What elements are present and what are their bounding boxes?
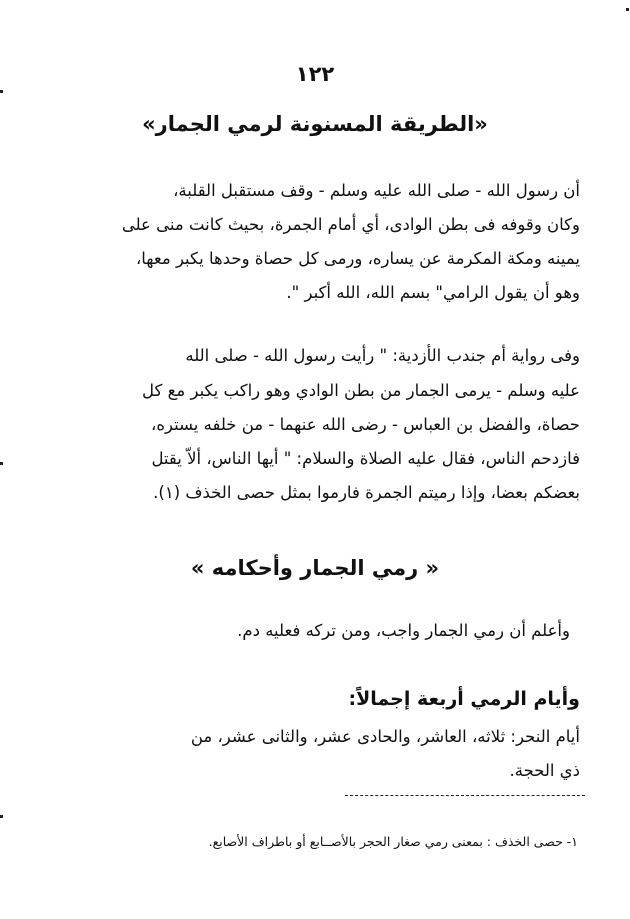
paragraph-line: عليه وسلم - يرمى الجمار من بطن الوادي وهو راكب يكبر مع كل: [142, 381, 580, 400]
paragraph-line: ذي الحجة.: [509, 761, 580, 780]
paragraph-line: حصاة، والفضل بن العباس - رضى الله عنهما - من خلفه يستره،: [151, 415, 580, 434]
paragraph-line: وأعلم أن رمي الجمار واجب، ومن تركه فعليه دم.: [237, 621, 570, 640]
scan-mark: [626, 8, 629, 11]
scan-mark: [0, 462, 3, 465]
footnote-separator: [345, 795, 585, 796]
subheading-stoning-days: وأيام الرمي أربعة إجمالاً:: [348, 688, 580, 710]
page-number: ١٢٢: [295, 62, 335, 86]
paragraph-line: وفى رواية أم جندب الأزدية: " رأيت رسول الله - صلى الله: [185, 346, 580, 365]
paragraph-line: أيام النحر: ثلاثه، العاشر، والحادى عشر، والثانى عشر، من: [190, 727, 580, 746]
footnote: ١- حصى الخذف : بمعنى رمي صغار الحجر بالأصــابع أو باطراف الأصابع.: [208, 834, 578, 849]
scan-mark: [0, 815, 3, 818]
scan-mark: [0, 90, 3, 93]
section-title-stoning-rulings: « رمي الجمار وأحكامه »: [190, 556, 440, 580]
paragraph-line: فازدحم الناس، فقال عليه الصلاة والسلام: " أيها الناس، ألاّ يقتل: [151, 449, 580, 468]
section-title-stoning-method: «الطريقة المسنونة لرمي الجمار»: [142, 112, 488, 136]
paragraph-line: وهو أن يقول الرامي" بسم الله، الله أكبر ".: [286, 283, 580, 302]
paragraph-line: يمينه ومكة المكرمة عن يساره، ورمى كل حصاة وحدها يكبر معها،: [135, 249, 580, 268]
paragraph-line: وكان وقوفه فى بطن الوادى، أي أمام الجمرة، بحيث كانت منى على: [121, 215, 580, 234]
paragraph-line: أن رسول الله - صلى الله عليه وسلم - وقف مستقبل القلبة،: [173, 181, 580, 200]
paragraph-line: بعضكم بعضا، وإذا رميتم الجمرة فارموا بمثل حصى الخذف (١).: [153, 483, 580, 502]
